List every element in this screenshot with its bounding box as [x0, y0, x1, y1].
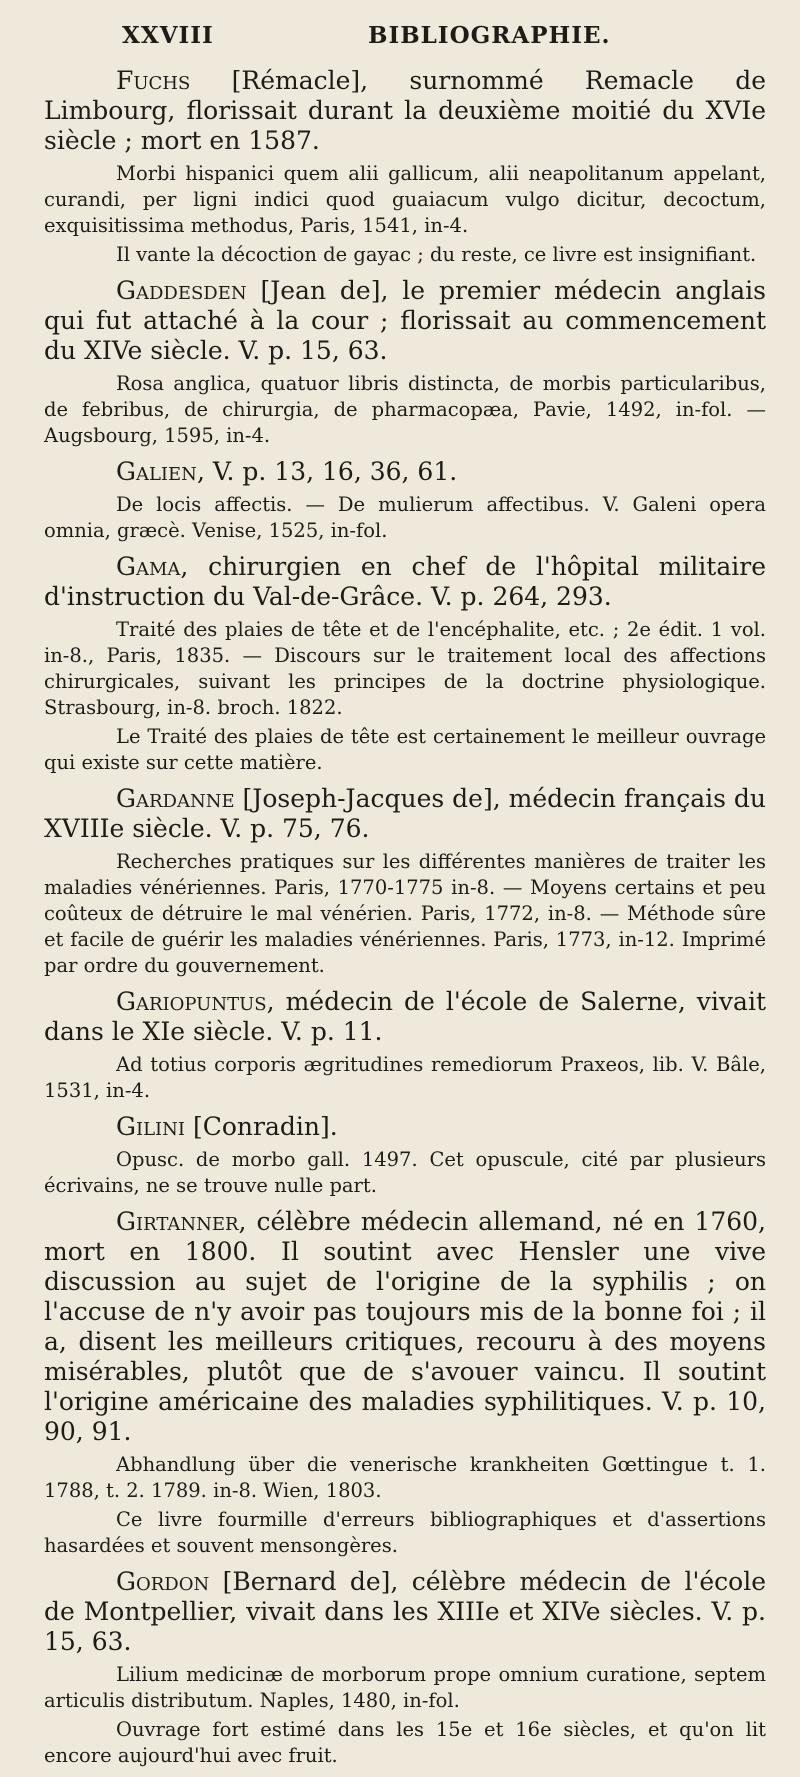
bibliography-entry — [44, 1207, 766, 1559]
entry-heading — [44, 1207, 766, 1447]
entry-reference: Le Traité des plaies de tête est certainement le meilleur ouvrage qui existe sur cette matière. — [44, 725, 766, 774]
entry-heading — [44, 66, 766, 156]
bibliography-entry — [44, 784, 766, 979]
entry-reference: Traité des plaies de tête et de l'encéphalite, etc. ; 2e édit. 1 vol. in-8., Paris, 1835. — Discours sur le traitement local des affections chirurgicales, suivant les principes de la doctrine physiologique. Strasbourg, in-8. broch. 1822. — [44, 618, 766, 719]
entry-reference: Ad totius corporis ægritudines remediorum Praxeos, lib. V. Bâle, 1531, in-4. — [44, 1053, 766, 1102]
author-description: , médecin de l'école de Salerne, vivait dans le XIe siècle. V. p. 11. — [44, 987, 766, 1046]
entry-reference: De locis affectis. — De mulierum affectibus. V. Galeni opera omnia, græcè. Venise, 1525, in-fol. — [44, 493, 766, 542]
author-description: [Conradin]. — [185, 1112, 338, 1141]
author-description: , chirurgien en chef de l'hôpital militaire d'instruction du Val-de-Grâce. V. p. 264, 293. — [44, 552, 766, 611]
author-name: Gama — [116, 552, 181, 581]
entry-heading — [44, 276, 766, 366]
entry-heading — [44, 552, 766, 612]
bibliography-entry — [44, 552, 766, 776]
entry-reference: Morbi hispanici quem alii gallicum, alii neapolitanum appelant, curandi, per ligni indici quod guaiacum vulgo dicitur, decoctum, exquisitissima methodus, Paris, 1541, in-4. — [44, 162, 766, 237]
entry-reference: Opusc. de morbo gall. 1497. Cet opuscule, cité par plusieurs écrivains, ne se trouve nulle part. — [44, 1148, 766, 1197]
bibliography-entry — [44, 457, 766, 544]
author-name: Gilini — [116, 1112, 186, 1141]
entry-heading — [44, 1112, 766, 1142]
author-description: [Jean de], le premier médecin anglais qui fut attaché à la cour ; florissait au commencement du XIVe siècle. V. p. 15, 63. — [44, 276, 766, 365]
author-description: , V. p. 13, 16, 36, 61. — [196, 457, 458, 486]
entry-reference: Recherches pratiques sur les différentes manières de traiter les maladies vénériennes. Paris, 1770-1775 in-8. — Moyens certains et peu coûteux de détruire le mal vénérien. Paris, 1772, in-8. — Méthode sûre et facile de guérir les maladies vénériennes. Paris, 1773, in-12. Imprimé par ordre du gouvernement. — [44, 850, 766, 977]
entry-reference: Abhandlung über die venerische krankheiten Gœttingue t. 1. 1788, t. 2. 1789. in-8. Wien, 1803. — [44, 1453, 766, 1502]
entry-reference: Lilium medicinæ de morborum prope omnium curatione, septem articulis distributum. Naples, 1480, in-fol. — [44, 1663, 766, 1712]
author-name: Gordon — [116, 1567, 210, 1596]
author-description: [Rémacle], surnommé Remacle de Limbourg, florissait durant la deuxième moitié du XVIe siècle ; mort en 1587. — [44, 66, 766, 155]
bibliography-entries — [44, 66, 766, 1777]
bibliography-entry — [44, 987, 766, 1104]
entry-reference: Ce livre fourmille d'erreurs bibliographiques et d'assertions hasardées et souvent mensongères. — [44, 1508, 766, 1557]
author-name: Gardanne — [116, 784, 235, 813]
entry-heading — [44, 457, 766, 487]
running-title: BIBLIOGRAPHIE. — [368, 22, 611, 49]
author-name: Gaddesden — [116, 276, 247, 305]
author-name: Girtanner — [116, 1207, 239, 1236]
author-name: Fuchs — [116, 66, 191, 95]
entry-heading — [44, 784, 766, 844]
bibliography-entry — [44, 1112, 766, 1199]
author-name: Gariopuntus — [116, 987, 267, 1016]
bibliography-entry — [44, 1567, 766, 1769]
entry-reference: Ouvrage fort estimé dans les 15e et 16e siècles, et qu'on lit encore aujourd'hui avec fruit. — [44, 1718, 766, 1767]
bibliography-entry — [44, 276, 766, 449]
author-name: Galien — [116, 457, 197, 486]
author-description: [Joseph-Jacques de], médecin français du XVIIIe siècle. V. p. 75, 76. — [44, 784, 766, 843]
entry-reference: Rosa anglica, quatuor libris distincta, de morbis particularibus, de febribus, de chirurgia, de pharmacopæa, Pavie, 1492, in-fol. — Augsbourg, 1595, in-4. — [44, 372, 766, 447]
page-number: XXVIII — [122, 22, 214, 49]
running-head — [0, 22, 800, 52]
bibliography-entry — [44, 66, 766, 268]
entry-heading — [44, 987, 766, 1047]
entry-reference: Il vante la décoction de gayac ; du reste, ce livre est insignifiant. — [116, 243, 757, 266]
author-description: , célèbre médecin allemand, né en 1760, mort en 1800. Il soutint avec Hensler une vive discussion au sujet de l'origine de la syphilis ; on l'accuse de n'y avoir pas toujours mis de la bonne foi ; il a, disent les meilleurs critiques, recouru à des moyens misérables, plutôt que de s'avouer vaincu. Il soutint l'origine américaine des maladies syphilitiques. V. p. 10, 90, 91. — [44, 1207, 766, 1446]
author-description: [Bernard de], célèbre médecin de l'école de Montpellier, vivait dans les XIIIe et XIVe siècles. V. p. 15, 63. — [44, 1567, 766, 1656]
entry-heading — [44, 1567, 766, 1657]
